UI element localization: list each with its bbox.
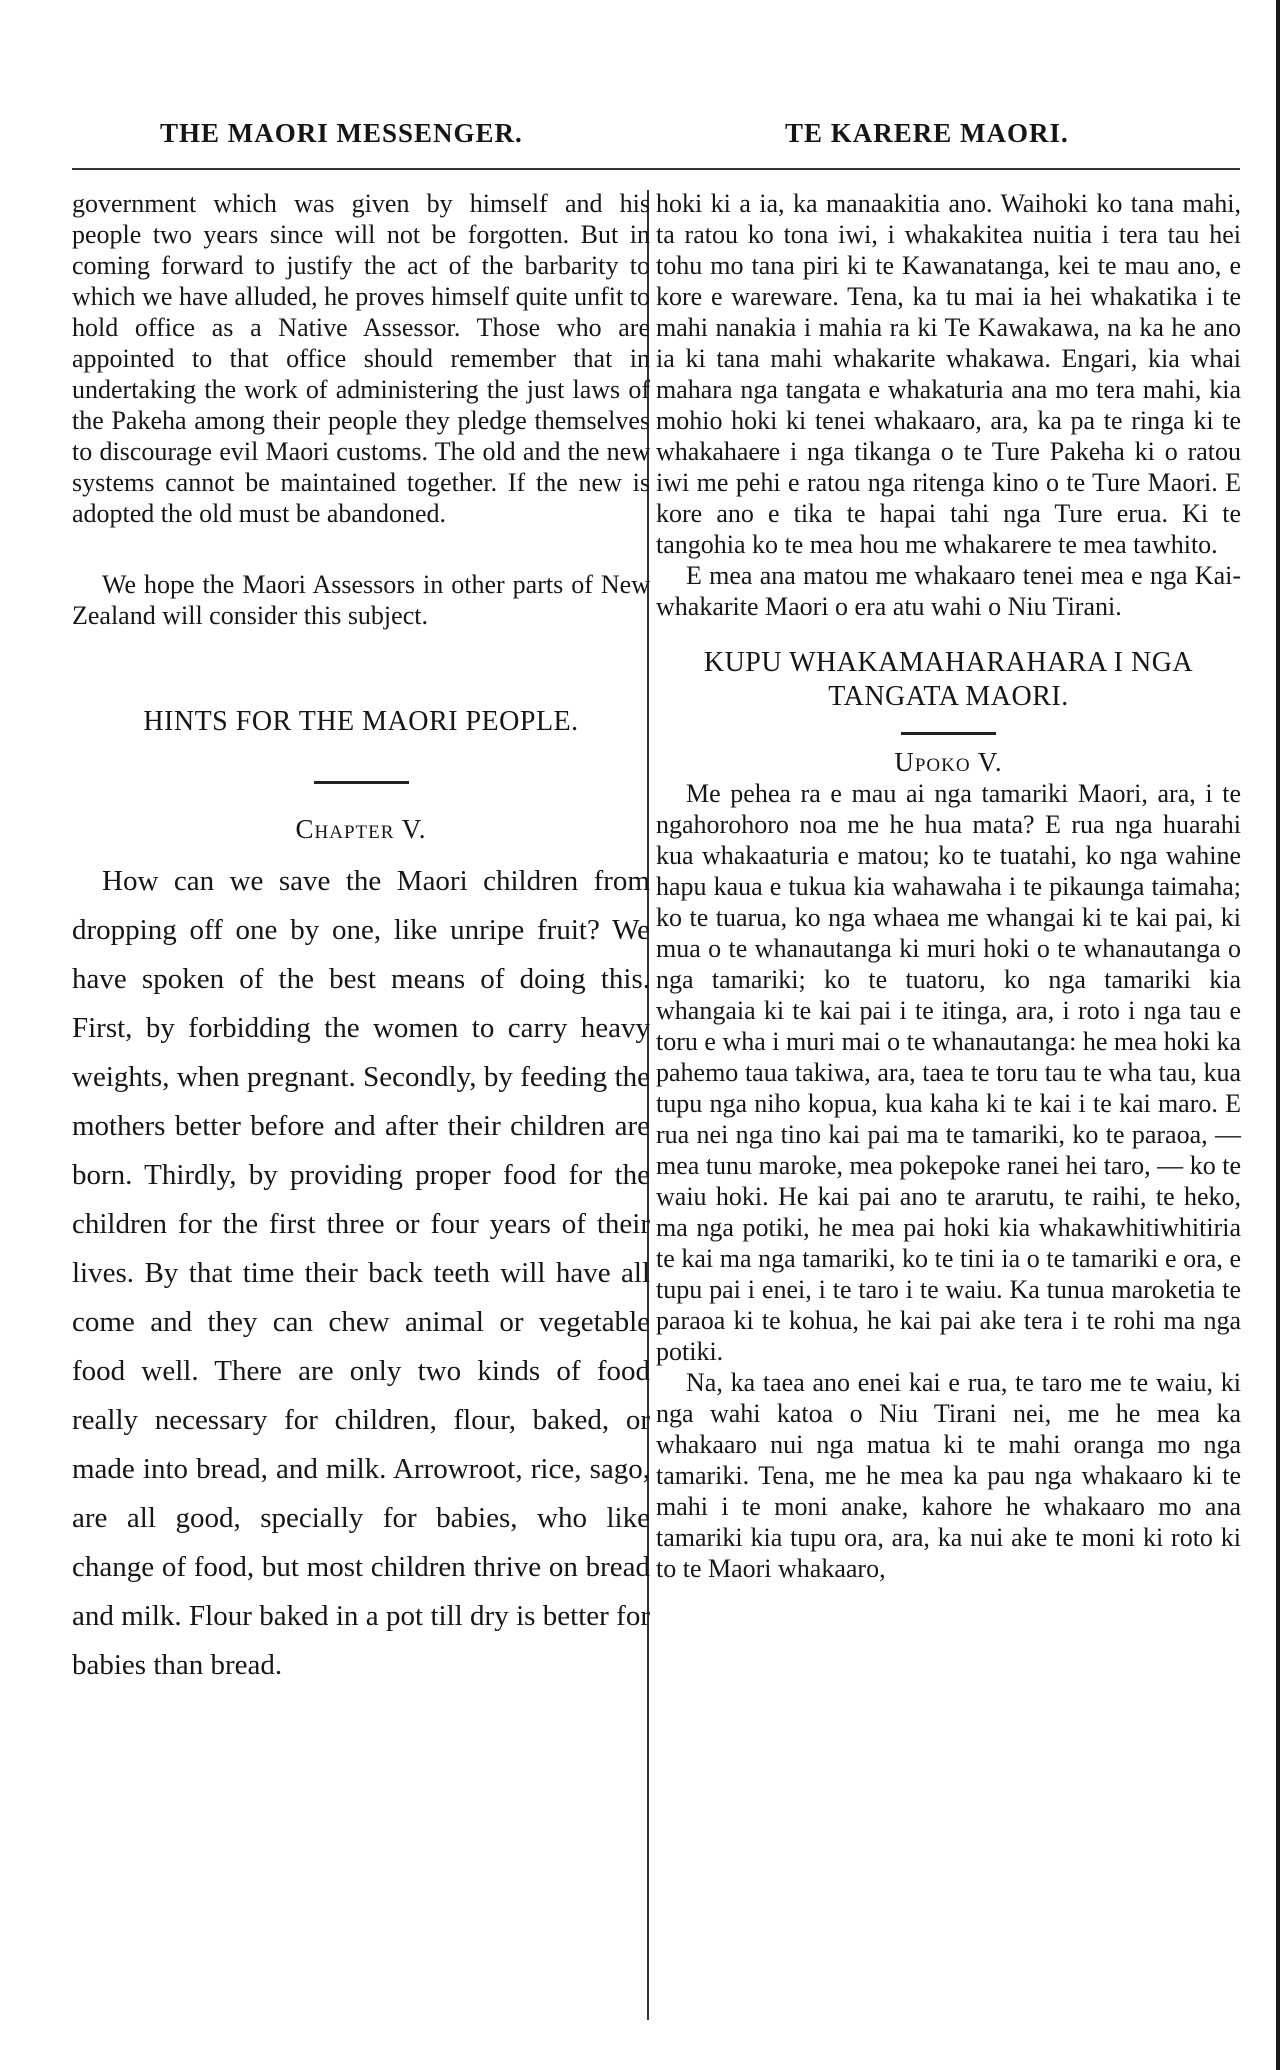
section-title-hints: HINTS FOR THE MAORI PEOPLE. <box>143 706 579 737</box>
paragraph-waihoki: hoki ki a ia, ka manaakitia ano. Waihoki ko tana mahi, ta ratou ko tona iwi, i whakakitea nuitia i tera tau hei tohu mo tana piri ki te Kawanatanga, kei te mau ano, e kore e wareware. Tena, ka tu mai ia hei whakatika i te mahi nanakia i mahia ra ki Te Kawakawa, na ka he ano ia ki tana mahi whakarite whakawa. Engari, kia whai mahara nga tangata e whakaturia ana mo tera mahi, kia mohio hoki ki tenei whakaaro, ara, ka pa te ringa ki te whakahaere i nga tikanga o te Ture Pakeha ki o ratou iwi me pehi e ratou nga ritenga kino o te Ture Maori. E kore ano e tika te hapai tahi nga Ture erua. Ki te tangohia ko te mea hou me whakarere te mea tawhito. <box>656 189 1241 559</box>
maori-column <box>656 188 1241 1584</box>
title-rule-maori <box>901 732 996 735</box>
paragraph-hints: How can we save the Maori children from dropping off one by one, like unripe fruit? We have spoken of the best means of doing this. First, by forbidding the women to carry heavy weights, when pregnant. Secondly, by feeding the mothers better before and after their children are born. Thirdly, by providing proper food for the children for the first three or four years of their lives. By that time their back teeth will have all come and they can chew animal or vegetable food well. There are only two kinds of food really necessary for children, flour, baked, or made into bread, and milk. Arrowroot, rice, sago, are all good, specially for babies, who like change of food, but most children thrive on bread and milk. Flour baked in a pot till dry is better for babies than bread. <box>72 865 650 1681</box>
running-head-maori: TE KARERE MAORI. <box>785 118 1069 148</box>
title-rule <box>314 781 409 784</box>
paragraph-me-pehea: Me pehea ra e mau ai nga tamariki Maori, ara, i te ngahorohoro noa me he hua mata? E rua nga huarahi kua whakaaturia e matou; ko te tuatahi, ko nga wahine hapu kaua e tukua kia wahawaha i te pikaunga taimaha; ko te tuarua, ko nga whaea me whangai ki te kai pai, ki mua o te whanautanga ki muri hoki o te whanautanga o nga tamariki; ko te tuatoru, ko nga tamariki kia whangaia ki te kai pai i te itinga, ara, i roto i nga tau e toru e wha i muri mai o te whanautanga: he mea hoki ka pahemo taua takiwa, ara, taea te toru tau te wha tau, kua tupu nga niho kopua, kua kaha ki te kai i te kai maro. E rua nei nga tino kai pai ma te tamariki, ko te paraoa, — mea tunu maroke, mea pokepoke ranei hei taro, — ko te waiu hoki. He kai pai ano te ararutu, te raihi, te heko, ma nga potiki, he mea pai hoki kia whakawhitiwhitiria te kai ma nga tamariki, ko te tini ia o te tamariki e ora, e tupu pai i enei, i te taro i te waiu. Ka tunua maroketia te paraoa ki te kohua, he kai pai ake tera i te rohi ma nga potiki. <box>656 779 1241 1366</box>
running-head-english: THE MAORI MESSENGER. <box>160 118 523 148</box>
header-rule <box>72 168 1240 170</box>
english-column <box>72 188 650 1690</box>
paragraph-na: Na, ka taea ano enei kai e rua, te taro me te waiu, ki nga wahi katoa o Niu Tirani nei, me he mea ka whakaaro nui nga matua ki te mahi oranga mo nga tamariki. Tena, me he mea ka pau nga whakaaro ki te mahi i te moni anake, kahore he whakaaro mo ana tamariki kia tupu ora, ara, ka nui ake te moni ki roto ki to te Maori whakaaro, <box>656 1368 1241 1583</box>
paragraph-hope: We hope the Maori Assessors in other parts of New Zealand will consider this subject. <box>72 570 650 630</box>
chapter-heading: Chapter V. <box>295 814 427 844</box>
paragraph-e-mea: E mea ana matou me whakaaro tenei mea e nga Kai-whakarite Maori o era atu wahi o Niu Tirani. <box>656 561 1241 621</box>
page-edge <box>1276 0 1280 2070</box>
chapter-heading-maori: Upoko V. <box>894 747 1003 777</box>
paragraph-assessor: government which was given by himself and his people two years since will not be forgotten. But in coming forward to justify the act of the barbarity to which we have alluded, he proves himself quite unfit to hold office as a Native Assessor. Those who are appointed to that office should remember that in undertaking the work of administering the just laws of the Pakeha among their people they pledge themselves to discourage evil Maori customs. The old and the new systems cannot be maintained together. If the new is adopted the old must be abandoned. <box>72 189 650 528</box>
section-title-kupu: KUPU WHAKAMAHARAHARA I NGA TANGATA MAORI. <box>703 647 1194 712</box>
